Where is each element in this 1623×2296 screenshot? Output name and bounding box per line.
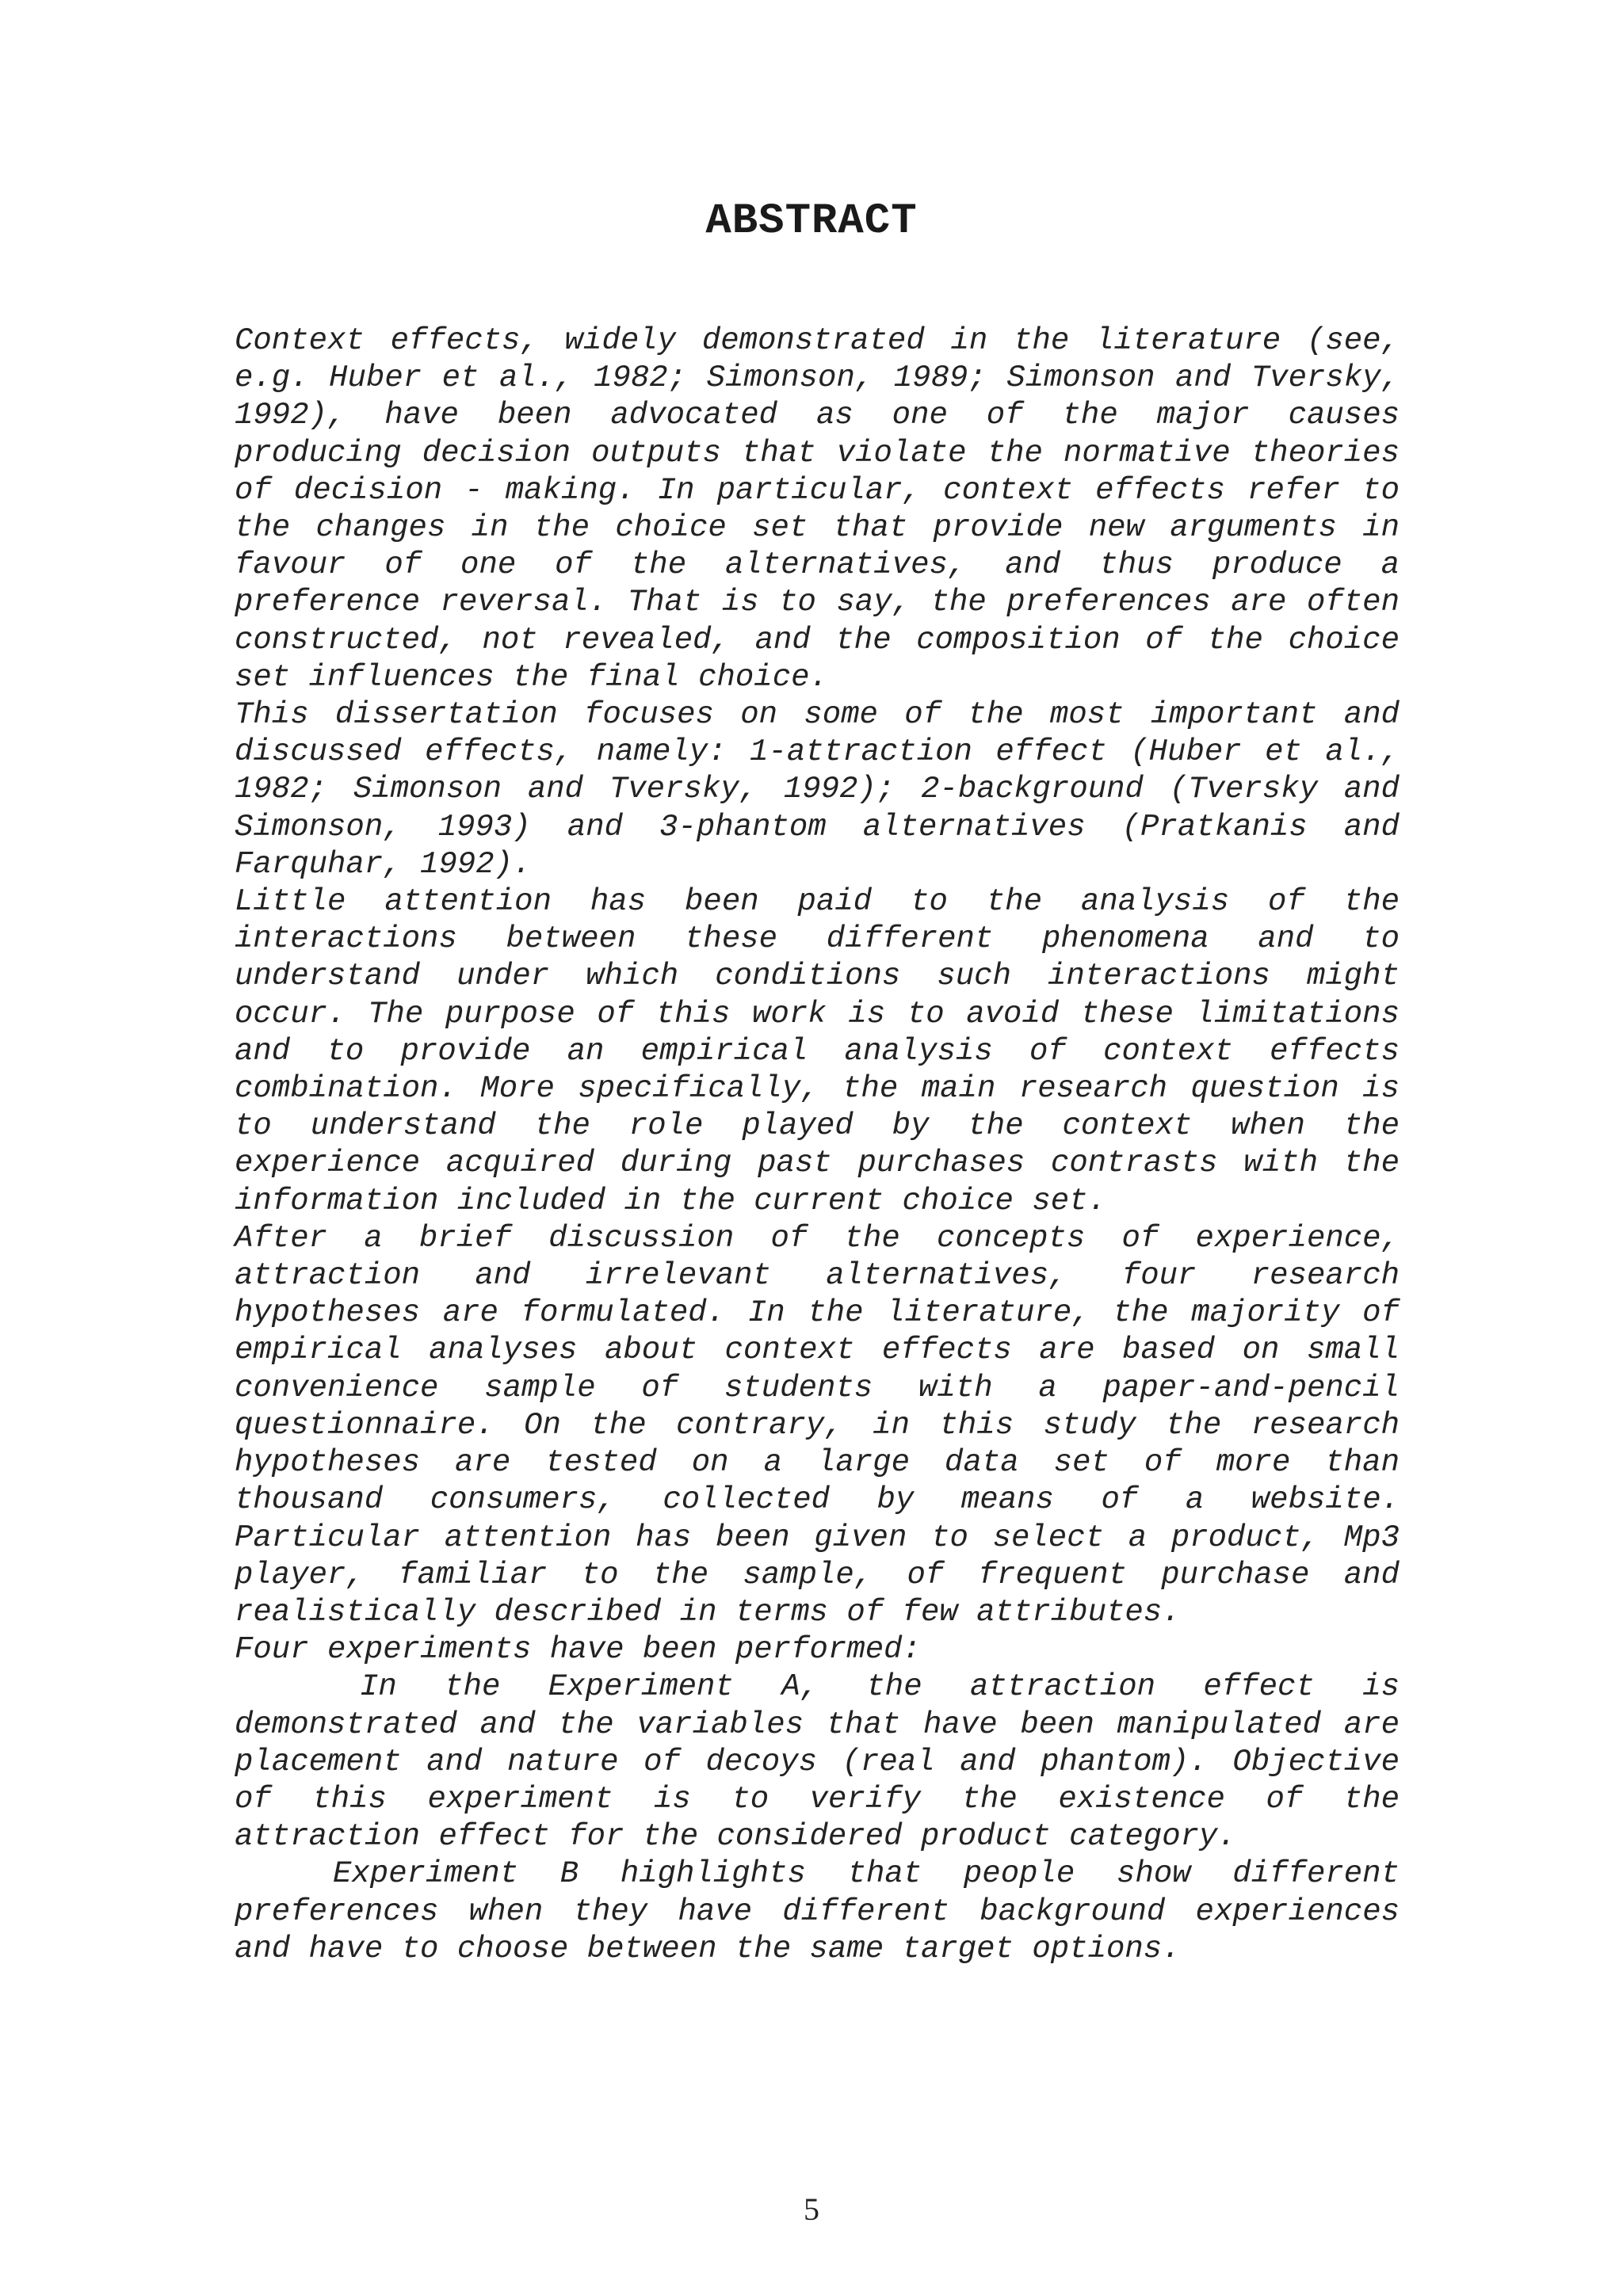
paragraph-experiments-intro: Four experiments have been performed: [235, 1632, 921, 1668]
paragraph-dissertation-focus: This dissertation focuses on some of the most important and discussed effects, namely: 1-attraction effect (Huber et al., 1982; Simonson and Tversky, 1992); 2-background (Tversky and Simonson, 1993) and 3-phantom alternatives (Pratkanis and Farquhar, 1992). [235, 697, 1400, 882]
paragraph-research-question: Little attention has been paid to the analysis of the interactions between these different phenomena and to understand under which conditions such interactions might occur. The purpose of this work is to avoid these limitations and to provide an empirical analysis of context effects combination. More specifically, the main research question is to understand the role played by the context when the experience acquired during past purchases contrasts with the information included in the current choice set. [235, 884, 1400, 1219]
paragraph-experiment-b: Experiment B highlights that people show different preferences when they have different background experiences and have to choose between the same target options. [235, 1856, 1400, 1966]
paragraph-hypotheses: After a brief discussion of the concepts of experience, attraction and irrelevant alternatives, four research hypotheses are formulated. In the literature, the majority of empirical analyses about context effects are based on small convenience sample of students with a paper-and-pencil questionnaire. On the contrary, in this study the research hypotheses are tested on a large data set of more than thousand consumers, collected by means of a website. Particular attention has been given to select a product, Mp3 player, familiar to the sample, of frequent purchase and realistically described in terms of few attributes. [235, 1220, 1400, 1630]
abstract-body [235, 322, 1400, 1968]
page-number: 5 [804, 2191, 819, 2227]
paragraph-experiment-a: In the Experiment A, the attraction effect is demonstrated and the variables that have been manipulated are placement and nature of decoys (real and phantom). Objective of this experiment is to verify the existence of the attraction effect for the considered product category. [235, 1669, 1400, 1855]
paragraph-context-effects: Context effects, widely demonstrated in the literature (see, e.g. Huber et al., 1982; Simonson, 1989; Simonson and Tversky, 1992), have been advocated as one of the major causes producing decision outputs that violate the normative theories of decision - making. In particular, context effects refer to the changes in the choice set that provide new arguments in favour of one of the alternatives, and thus produce a preference reversal. That is to say, the preferences are often constructed, not revealed, and the composition of the choice set influences the final choice. [235, 323, 1400, 695]
page-title: ABSTRACT [705, 197, 918, 246]
